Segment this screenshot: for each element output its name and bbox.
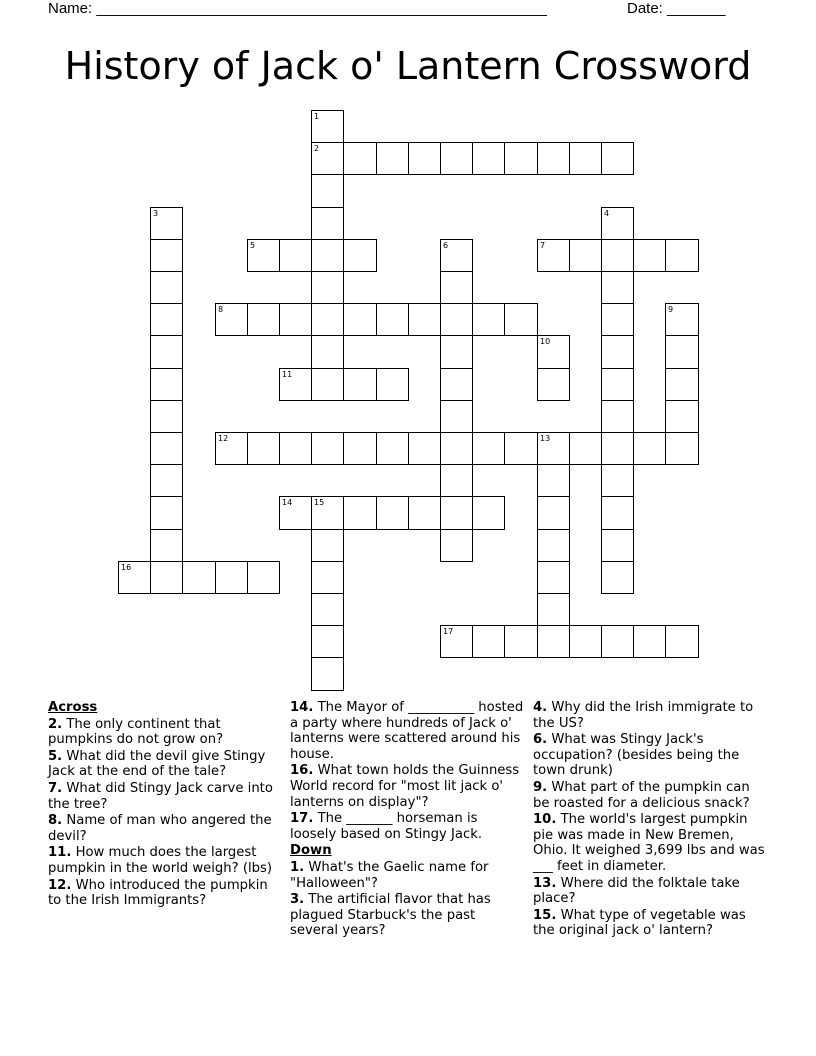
grid-cell[interactable] [601,529,634,562]
clue-across-11: 11. How much does the largest pumpkin in the world weigh? (lbs) [48,845,273,876]
grid-cell[interactable] [601,142,634,175]
grid-cell[interactable] [537,529,570,562]
clue-number: 3 [153,209,159,218]
grid-cell[interactable] [311,529,344,562]
grid-cell[interactable] [665,368,699,401]
page-title: History of Jack o' Lantern Crossword [64,44,752,88]
grid-cell[interactable] [311,335,344,369]
grid-cell[interactable] [440,335,473,369]
clue-across-5: 5. What did the devil give Stingy Jack at the end of the tale? [48,748,266,780]
grid-cell[interactable] [537,142,570,175]
clue-down-9: 9. What part of the pumpkin can be roasted for a delicious snack? [533,779,750,811]
grid-cell[interactable] [665,400,699,433]
grid-cell[interactable] [311,271,344,304]
grid-cell[interactable] [440,400,473,433]
grid-cell[interactable] [311,593,344,626]
grid-cell[interactable] [311,561,344,594]
grid-cell[interactable] [665,303,699,336]
grid-cell[interactable] [601,400,634,433]
grid-cell[interactable] [440,368,473,401]
grid-cell[interactable] [440,625,473,658]
grid-cell[interactable] [504,142,538,175]
clue-across-7: 7. What did Stingy Jack carve into the tree? [48,780,273,812]
grid-cell[interactable] [633,432,666,465]
grid-cell[interactable] [601,335,634,369]
clue-number: 1 [314,112,320,121]
grid-cell[interactable] [311,239,344,272]
grid-cell[interactable] [472,432,505,465]
grid-cell[interactable] [665,432,699,465]
grid-cell[interactable] [440,142,473,175]
clue-number: 11 [282,370,293,379]
grid-cell[interactable] [150,368,183,401]
clue-number: 7 [540,241,546,250]
grid-cell[interactable] [311,432,344,465]
grid-cell[interactable] [601,496,634,530]
grid-cell[interactable] [408,432,441,465]
grid-cell[interactable] [504,303,538,336]
clue-number: 4 [604,209,610,218]
grid-cell[interactable] [215,561,248,594]
grid-cell[interactable] [376,496,409,530]
grid-cell[interactable] [537,368,570,401]
grid-cell[interactable] [665,625,699,658]
grid-cell[interactable] [376,303,409,336]
grid-cell[interactable] [376,368,409,401]
grid-cell[interactable] [601,207,634,240]
clue-across-17: 17. The _______ horseman is loosely based on Stingy Jack. [290,811,483,842]
grid-cell[interactable] [408,303,441,336]
clue-number: 9 [668,305,674,314]
grid-cell[interactable] [150,335,183,369]
grid-cell[interactable] [537,335,570,369]
grid-cell[interactable] [247,303,280,336]
grid-cell[interactable] [440,432,473,465]
grid-cell[interactable] [665,239,699,272]
grid-cell[interactable] [150,207,183,240]
grid-cell[interactable] [440,239,473,272]
grid-cell[interactable] [311,625,344,658]
grid-cell[interactable] [311,142,344,175]
grid-cell[interactable] [376,142,409,175]
clue-down-4: 4. Why did the Irish immigrate to the US? [533,700,754,731]
grid-cell[interactable] [311,496,344,530]
grid-cell[interactable] [376,432,409,465]
grid-cell[interactable] [311,110,344,143]
grid-cell[interactable] [665,335,699,369]
clues-column-3 [533,700,769,940]
grid-cell[interactable] [150,432,183,465]
grid-cell[interactable] [472,625,505,658]
grid-cell[interactable] [537,432,570,465]
grid-cell[interactable] [311,207,344,240]
grid-cell[interactable] [311,174,344,208]
grid-cell[interactable] [569,239,602,272]
clues-column-1 [48,700,284,910]
grid-cell[interactable] [440,303,473,336]
grid-cell[interactable] [440,496,473,530]
grid-cell[interactable] [247,239,280,272]
date-field-label: Date: _______ [627,0,726,17]
clue-down-1: 1. What's the Gaelic name for "Halloween"? [290,859,489,891]
grid-cell[interactable] [215,432,248,465]
clue-down-15: 15. What type of vegetable was the original jack o' lantern? [533,907,746,939]
clue-number: 6 [443,241,449,250]
grid-cell[interactable] [537,561,570,594]
clue-across-12: 12. Who introduced the pumpkin to the Irish Immigrants? [48,877,268,909]
grid-cell[interactable] [150,561,183,594]
grid-cell[interactable] [440,529,473,562]
grid-cell[interactable] [343,142,377,175]
clue-number: 5 [250,241,256,250]
grid-cell[interactable] [601,303,634,336]
grid-cell[interactable] [150,464,183,497]
grid-cell[interactable] [472,496,505,530]
name-field-label: Name: ______________________________________________________ [48,0,547,17]
grid-cell[interactable] [569,142,602,175]
grid-cell[interactable] [440,271,473,304]
grid-cell[interactable] [311,657,344,691]
grid-cell[interactable] [537,464,570,497]
clues-column-2 [290,700,526,940]
clue-number: 12 [218,434,229,443]
grid-cell[interactable] [182,561,216,594]
grid-cell[interactable] [537,593,570,626]
clue-number: 15 [314,498,325,507]
clue-across-2: 2. The only continent that pumpkins do not grow on? [48,716,224,748]
grid-cell[interactable] [150,271,183,304]
grid-cell[interactable] [150,400,183,433]
grid-cell[interactable] [504,432,538,465]
grid-cell[interactable] [311,303,344,336]
grid-cell[interactable] [343,368,377,401]
grid-cell[interactable] [150,303,183,336]
grid-cell[interactable] [472,142,505,175]
clue-down-13: 13. Where did the folktale take place? [533,875,740,907]
grid-cell[interactable] [343,303,377,336]
grid-cell[interactable] [150,529,183,562]
clue-down-3: 3. The artificial flavor that has plagued Starbuck's the past several years? [290,892,491,939]
grid-cell[interactable] [569,432,602,465]
across-heading: Across [48,700,98,715]
grid-cell[interactable] [311,368,344,401]
grid-cell[interactable] [150,496,183,530]
grid-cell[interactable] [279,303,312,336]
grid-cell[interactable] [601,625,634,658]
grid-cell[interactable] [537,625,570,658]
grid-cell[interactable] [215,303,248,336]
grid-cell[interactable] [279,432,312,465]
grid-cell[interactable] [279,239,312,272]
grid-cell[interactable] [408,142,441,175]
grid-cell[interactable] [247,432,280,465]
grid-cell[interactable] [601,271,634,304]
grid-cell[interactable] [601,561,634,594]
clue-across-8: 8. Name of man who angered the devil? [48,813,272,844]
clue-across-16: 16. What town holds the Guinness World record for "most lit jack o' lanterns on display"? [290,763,520,810]
clue-number: 17 [443,627,454,636]
grid-cell[interactable] [440,464,473,497]
grid-cell[interactable] [279,496,312,530]
grid-cell[interactable] [118,561,151,594]
clue-number: 16 [121,563,132,572]
grid-cell[interactable] [343,432,377,465]
grid-cell[interactable] [343,496,377,530]
clue-number: 2 [314,144,320,153]
clue-number: 10 [540,337,551,346]
grid-cell[interactable] [601,368,634,401]
grid-cell[interactable] [247,561,280,594]
clue-down-10: 10. The world's largest pumpkin pie was made in New Bremen, Ohio. It weighed 3,699 lbs and was ___ feet in diameter. [533,812,765,874]
grid-cell[interactable] [343,239,377,272]
clue-number: 14 [282,498,293,507]
clue-number: 13 [540,434,551,443]
clue-across-14: 14. The Mayor of __________ hosted a party where hundreds of Jack o' lanterns were scattered around his house. [290,700,524,762]
clue-down-6: 6. What was Stingy Jack's occupation? (besides being the town drunk) [533,732,740,779]
grid-cell[interactable] [537,496,570,530]
clue-number: 8 [218,305,224,314]
grid-cell[interactable] [472,303,505,336]
grid-cell[interactable] [408,496,441,530]
grid-cell[interactable] [633,239,666,272]
grid-cell[interactable] [601,239,634,272]
grid-cell[interactable] [279,368,312,401]
grid-cell[interactable] [504,625,538,658]
grid-cell[interactable] [569,625,602,658]
grid-cell[interactable] [601,432,634,465]
grid-cell[interactable] [150,239,183,272]
grid-cell[interactable] [633,625,666,658]
grid-cell[interactable] [537,239,570,272]
down-heading: Down [290,843,332,859]
grid-cell[interactable] [601,464,634,497]
